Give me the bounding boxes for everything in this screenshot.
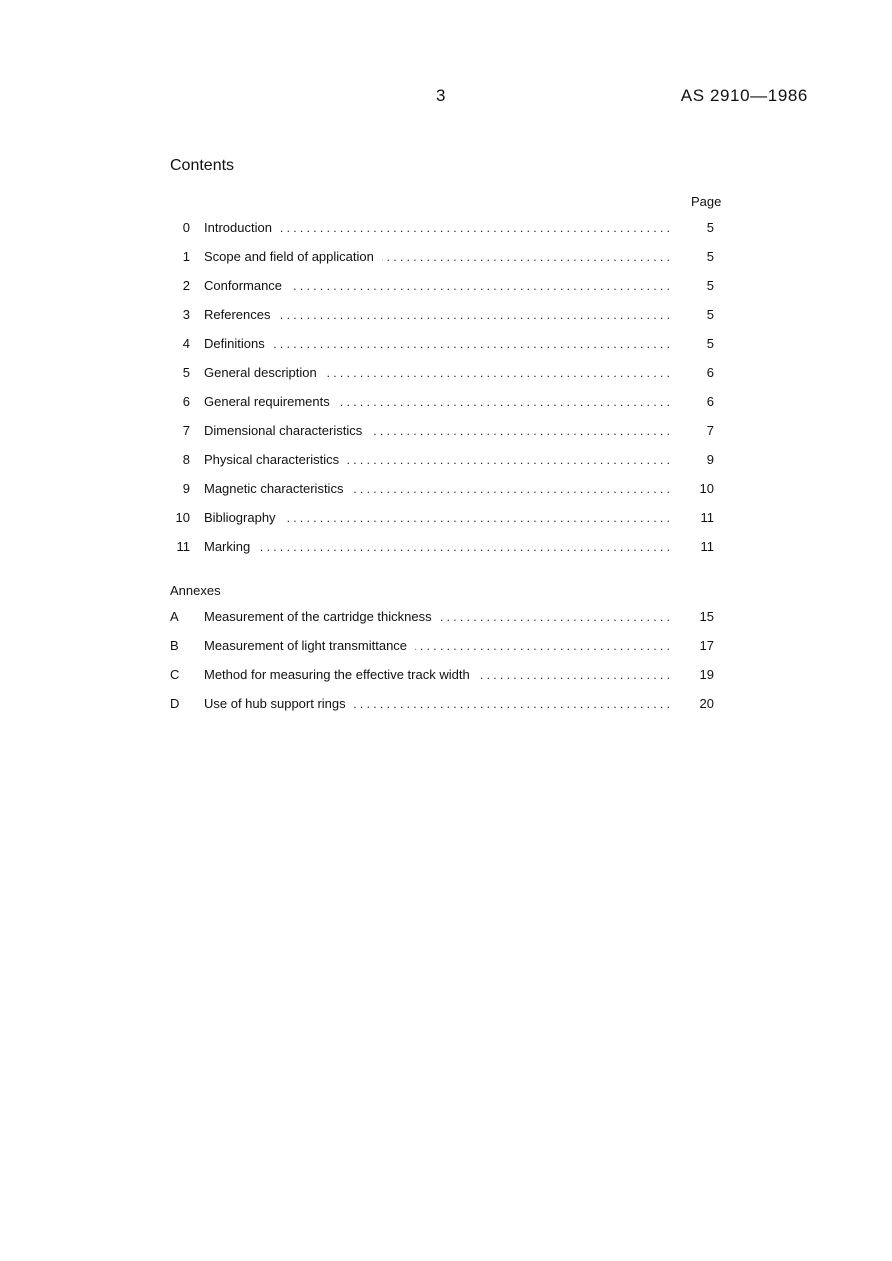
dot-leader: [354, 697, 670, 711]
toc-entry-number: 3: [182, 307, 190, 322]
toc-annex-page: 20: [699, 696, 714, 711]
toc-entry-number: 1: [182, 249, 190, 264]
toc-entry: [170, 278, 722, 307]
toc-entry-title: General requirements: [204, 394, 330, 409]
toc-entry-page: 7: [706, 423, 714, 438]
toc-entry: [170, 423, 722, 452]
toc-annex-title: Measurement of the cartridge thickness: [204, 609, 432, 624]
contents-title: Contents: [170, 157, 235, 174]
toc-entry: [170, 481, 722, 510]
toc-entry-page: 10: [699, 481, 714, 496]
toc-entry-page: 11: [700, 539, 714, 554]
toc-entry-page: 5: [706, 220, 714, 235]
toc-entry-title: Magnetic characteristics: [204, 481, 344, 496]
toc-entry: [170, 336, 722, 365]
toc-entry: [170, 539, 722, 568]
toc-entry: [170, 220, 722, 249]
toc-annex-entry: [170, 638, 722, 667]
toc-entry-number: 4: [182, 336, 190, 351]
toc-entry-page: 5: [706, 278, 714, 293]
toc-entry-number: 5: [182, 365, 190, 380]
toc-entry: [170, 365, 722, 394]
toc-entry-title: Physical characteristics: [204, 452, 340, 467]
dot-leader: [382, 250, 670, 264]
toc-entry: [170, 394, 722, 423]
toc-entry: [170, 249, 722, 278]
toc-annex-page: 17: [699, 638, 714, 653]
dot-leader: [370, 424, 670, 438]
toc-entry-title: Bibliography: [204, 510, 276, 525]
dot-leader: [478, 668, 670, 682]
page-column-label: Page: [691, 194, 722, 209]
toc-entry-number: 2: [182, 278, 190, 293]
toc-entry-page: 11: [700, 510, 714, 525]
dot-leader: [258, 540, 670, 554]
page-number: 3: [436, 86, 446, 105]
toc-entry-number: 10: [175, 510, 190, 525]
toc-entry-page: 6: [706, 394, 714, 409]
toc-annex-title: Measurement of light transmittance: [204, 638, 408, 653]
toc-entry-number: 7: [182, 423, 190, 438]
dot-leader: [325, 366, 670, 380]
toc-entry-title: Dimensional characteristics: [204, 423, 363, 438]
toc-annex-entry: [170, 609, 722, 638]
annexes-heading: Annexes: [170, 583, 221, 598]
toc-entry-title: Conformance: [204, 278, 283, 293]
toc-annex-title: Use of hub support rings: [204, 696, 346, 711]
toc-annexes: [170, 609, 722, 725]
toc-entry-number: 0: [182, 220, 190, 235]
toc-entry-title: References: [204, 307, 271, 322]
toc-entry-page: 5: [706, 307, 714, 322]
standard-id: AS 2910—1986: [680, 86, 808, 105]
dot-leader: [273, 337, 670, 351]
dot-leader: [415, 639, 670, 653]
toc-annex-entry: [170, 667, 722, 696]
toc-entry-number: 11: [176, 539, 190, 554]
toc-annex-page: 15: [699, 609, 714, 624]
toc-annex-page: 19: [699, 667, 714, 682]
dot-leader: [290, 279, 670, 293]
toc-annex-letter: D: [170, 696, 180, 711]
toc-annex-letter: C: [170, 667, 180, 682]
toc-entry: [170, 510, 722, 539]
toc-entry: [170, 452, 722, 481]
toc-entry: [170, 307, 722, 336]
dot-leader: [440, 610, 670, 624]
toc-entry-page: 5: [706, 249, 714, 264]
toc-entry-title: Scope and field of application: [204, 249, 374, 264]
dot-leader: [278, 308, 670, 322]
toc-annex-letter: A: [170, 609, 179, 624]
dot-leader: [338, 395, 670, 409]
toc-entry-page: 6: [706, 365, 714, 380]
toc-entry-title: Marking: [204, 539, 251, 554]
dot-leader: [280, 221, 670, 235]
toc-annex-title: Method for measuring the effective track width: [204, 667, 470, 682]
toc-annex-entry: [170, 696, 722, 725]
toc-entry-title: General description: [204, 365, 317, 380]
toc-entry-number: 8: [182, 452, 190, 467]
toc-entry-number: 9: [182, 481, 190, 496]
dot-leader: [347, 453, 670, 467]
toc-annex-letter: B: [170, 638, 179, 653]
dot-leader: [284, 511, 670, 525]
toc-entry-page: 5: [706, 336, 714, 351]
toc-entry-number: 6: [182, 394, 190, 409]
toc-entry-title: Introduction: [204, 220, 272, 235]
toc-sections: [170, 220, 722, 568]
toc-entry-page: 9: [706, 452, 714, 467]
toc-entry-title: Definitions: [204, 336, 265, 351]
dot-leader: [351, 482, 670, 496]
